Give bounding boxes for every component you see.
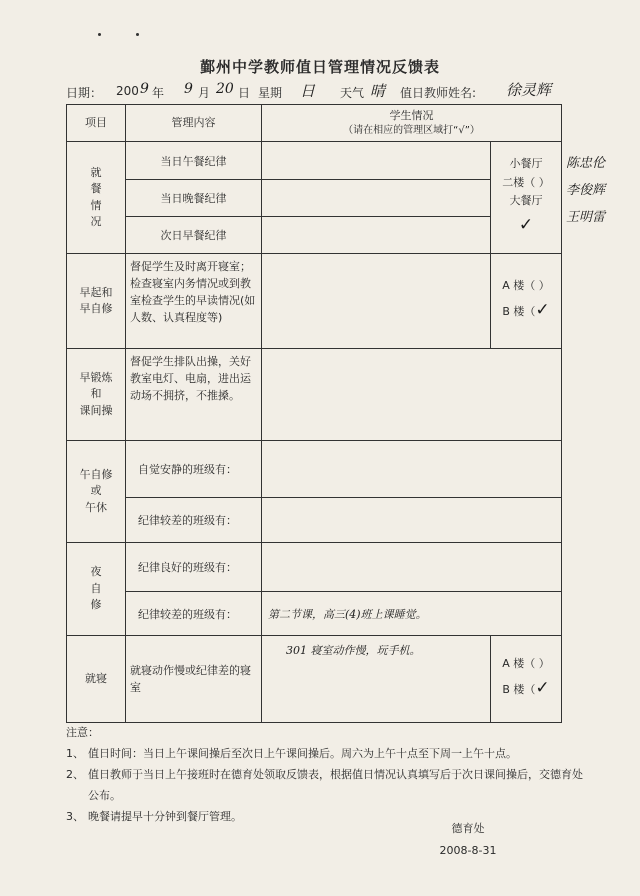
- check-building-a: A 楼（ ）: [502, 279, 550, 293]
- scan-speck: [98, 33, 101, 36]
- evening-poor-label: 纪律较差的班级有：: [126, 592, 262, 636]
- dining-item-label: [67, 142, 126, 254]
- day-unit: 日: [238, 86, 251, 100]
- noon-row-quiet: [67, 441, 562, 498]
- note-number: 1、: [66, 747, 84, 760]
- morning-study-row: [67, 254, 562, 349]
- evening-row-poor: [67, 592, 562, 636]
- margin-name: 李俊辉: [566, 183, 606, 198]
- footer-dept: 德育处: [451, 822, 485, 835]
- weather-value: 晴: [370, 82, 386, 100]
- teacher-name: 徐灵辉: [506, 81, 552, 99]
- note-number: 3、: [66, 810, 84, 823]
- sleep-check-building-b: B 楼（: [502, 682, 536, 696]
- margin-name: 王明雷: [566, 210, 606, 225]
- morning-study-content: 督促学生及时离开寝室；检查寝室内务情况或到教室检查学生的早读情况(如人数、认真程度等): [126, 254, 262, 349]
- exercise-item-label: [67, 349, 126, 441]
- note-text: 晚餐请提早十分钟到餐厅管理。: [88, 810, 242, 823]
- evening-poor-entry[interactable]: [262, 592, 562, 636]
- noon-item-label: [67, 441, 126, 543]
- sleep-item-label: 就寝: [67, 636, 126, 723]
- dining-dinner-entry[interactable]: [262, 180, 491, 217]
- weekday-value: 日: [300, 82, 316, 100]
- sleep-entry[interactable]: [262, 636, 491, 723]
- exercise-item-line: 和: [90, 387, 102, 401]
- evening-item-char: 自: [90, 581, 102, 595]
- dining-lunch-label: 当日午餐纪律: [126, 142, 262, 180]
- feedback-table: [66, 104, 562, 723]
- sleep-checkmark-icon: ✓: [535, 677, 550, 698]
- dining-item-char: 情: [90, 198, 102, 212]
- notes-heading: 注意：: [66, 726, 99, 739]
- noon-quiet-entry[interactable]: [262, 441, 562, 498]
- footer-date: 2008-8-31: [439, 844, 497, 857]
- noon-item-line: 午自修: [79, 467, 113, 481]
- evening-item-label: [67, 543, 126, 636]
- note-item: [66, 743, 586, 764]
- scan-speck: [136, 33, 139, 36]
- sleep-note: 301 寝室动作慢，玩手机。: [286, 644, 421, 657]
- header-status-note: （请在相应的管理区域打“√”）: [343, 124, 480, 136]
- check-small-hall: 小餐厅: [509, 157, 543, 171]
- evening-row-good: [67, 543, 562, 592]
- teacher-label: 值日教师姓名:: [400, 86, 477, 100]
- noon-item-line: 或: [90, 484, 102, 498]
- dining-check-column[interactable]: [491, 142, 562, 254]
- sleep-check-column[interactable]: [491, 636, 562, 723]
- header-status: [262, 105, 562, 142]
- margin-handwritten-names: [566, 150, 638, 231]
- morning-study-item-label: [67, 254, 126, 349]
- day-value: 20: [216, 81, 234, 97]
- weather-label: 天气: [340, 86, 365, 100]
- noon-quiet-label: 自觉安静的班级有：: [126, 441, 262, 498]
- evening-good-label: 纪律良好的班级有：: [126, 543, 262, 592]
- sleep-row: [67, 636, 562, 723]
- morning-study-item-line: 早自修: [79, 302, 113, 315]
- month-unit: 月: [198, 86, 211, 100]
- dining-breakfast-label: 次日早餐纪律: [126, 217, 262, 254]
- note-text: 值日教师于当日上午接班时在德育处领取反馈表，根据值日情况认真填写后于次日课间操后，交德育处公布。: [88, 768, 583, 802]
- exercise-item-line: 课间操: [79, 403, 113, 417]
- header-content: 管理内容: [126, 105, 262, 142]
- margin-name: 陈忠伦: [566, 156, 606, 171]
- exercise-item-line: 早锻炼: [79, 370, 113, 384]
- year-digit: 9: [140, 81, 149, 97]
- evening-good-entry[interactable]: [262, 543, 562, 592]
- dining-item-char: 就: [90, 165, 102, 179]
- evening-poor-note: 第二节课，高三(4)班上课睡觉。: [268, 607, 427, 621]
- exercise-row: [67, 349, 562, 441]
- notes-section: [66, 722, 586, 827]
- dining-item-char: 况: [90, 215, 102, 228]
- exercise-entry[interactable]: [262, 349, 562, 441]
- dining-row-dinner: [67, 180, 562, 217]
- year-prefix: 200: [116, 84, 139, 98]
- month-value: 9: [184, 81, 193, 97]
- note-number: 2、: [66, 768, 84, 781]
- dining-item-char: 餐: [90, 182, 102, 195]
- check-building-b-line: [491, 296, 561, 325]
- sleep-check-building-a: A 楼（ ）: [502, 657, 550, 671]
- note-text: 值日时间：当日上午课间操后至次日上午课间操后。周六为上午十点至下周一上午十点。: [88, 747, 517, 760]
- noon-poor-entry[interactable]: [262, 498, 562, 543]
- morning-checkmark-icon: ✓: [535, 299, 550, 320]
- weekday-label: 星期: [258, 86, 283, 100]
- morning-study-entry[interactable]: [262, 254, 491, 349]
- dining-lunch-entry[interactable]: [262, 142, 491, 180]
- sleep-check-building-b-line: [491, 674, 561, 703]
- date-label: 日期：: [66, 86, 103, 100]
- dining-row-lunch: [67, 142, 562, 180]
- note-item: [66, 806, 586, 827]
- dining-breakfast-entry[interactable]: [262, 217, 491, 254]
- dining-row-breakfast: [67, 217, 562, 254]
- morning-study-check-column[interactable]: [491, 254, 562, 349]
- evening-item-char: 夜: [90, 565, 102, 579]
- noon-poor-label: 纪律较差的班级有：: [126, 498, 262, 543]
- dining-dinner-label: 当日晚餐纪律: [126, 180, 262, 217]
- sleep-content: 就寝动作慢或纪律差的寝室: [126, 636, 262, 723]
- year-unit: 年: [152, 86, 165, 100]
- noon-item-line: 午休: [85, 500, 107, 514]
- morning-study-item-line: 早起和: [79, 285, 113, 299]
- check-big-hall: 大餐厅: [509, 194, 543, 208]
- header-status-title: 学生情况: [389, 109, 434, 123]
- exercise-content: 督促学生排队出操，关好教室电灯、电扇，进出运动场不拥挤，不推搡。: [126, 349, 262, 441]
- header-item: 项目: [67, 105, 126, 142]
- note-item: [66, 764, 586, 806]
- footer-signature: [428, 818, 508, 862]
- noon-row-poor: [67, 498, 562, 543]
- header-row: [67, 105, 562, 142]
- dining-checkmark-icon: ✓: [518, 215, 534, 236]
- check-building-b: B 楼（: [502, 304, 536, 318]
- form-title: 鄞州中学教师值日管理情况反馈表: [199, 58, 440, 76]
- evening-item-char: 修: [90, 598, 102, 612]
- check-second-floor: 二楼（ ）: [502, 175, 550, 189]
